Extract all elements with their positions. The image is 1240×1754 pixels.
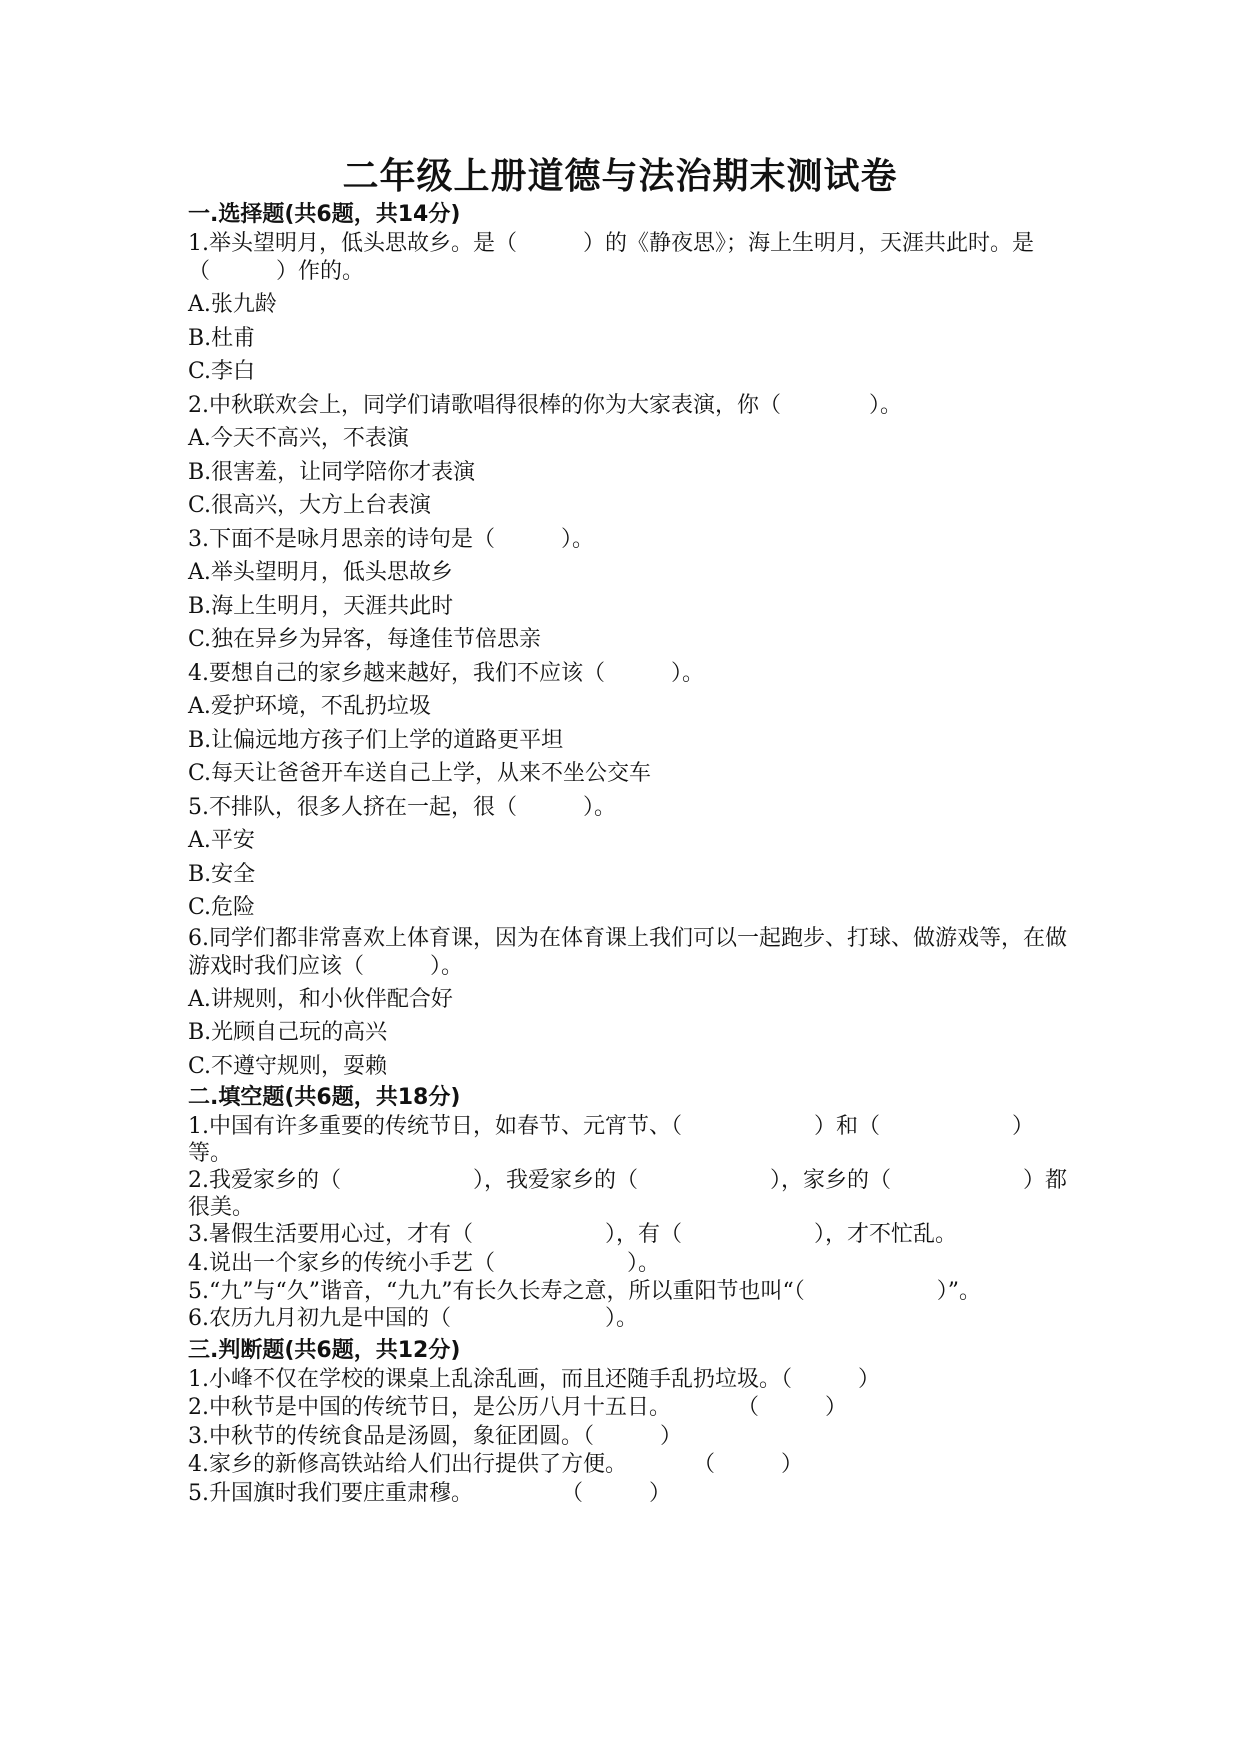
true-false-item: 1.小峰不仅在学校的课桌上乱涂乱画，而且还随手乱扔垃圾。（ ）: [188, 1366, 880, 1392]
option: C.独在异乡为异客，每逢佳节倍思亲: [188, 627, 542, 652]
option: C.不遵守规则，耍赖: [188, 1053, 388, 1079]
option: C.危险: [188, 895, 256, 920]
fill-blank-item: 3.暑假生活要用心过，才有（ ），有（ ），才不忙乱。: [188, 1222, 957, 1247]
option: A.讲规则，和小伙伴配合好: [188, 986, 453, 1012]
true-false-item: 3.中秋节的传统食品是汤圆，象征团圆。（ ）: [188, 1423, 682, 1449]
question-stem: 4.要想自己的家乡越来越好，我们不应该（ ）。: [188, 660, 704, 686]
page-title: 二年级上册道德与法治期末测试卷: [342, 155, 898, 197]
fill-blank-item: 5.“九”与“久”谐音，“九九”有长久长寿之意，所以重阳节也叫“（ ）”。: [188, 1279, 981, 1304]
option: B.安全: [188, 861, 256, 887]
fill-blank-item: 2.我爱家乡的（ ），我爱家乡的（ ），家乡的（ ）都很美。: [188, 1168, 1067, 1220]
section-heading-true-false: 三.判断题(共6题，共12分): [188, 1337, 461, 1363]
true-false-item: 5.升国旗时我们要庄重肃穆。 （ ）: [188, 1480, 671, 1506]
option: C.很高兴，大方上台表演: [188, 493, 432, 518]
exam-content: [188, 200, 1068, 1508]
section-heading-fill-blank: 二.填空题(共6题，共18分): [188, 1085, 461, 1110]
option: B.杜甫: [188, 325, 256, 351]
option: B.很害羞，让同学陪你才表演: [188, 459, 476, 485]
option: B.光顾自己玩的高兴: [188, 1020, 388, 1045]
option: B.海上生明月，天涯共此时: [188, 593, 454, 619]
question-stem: 1.举头望明月，低头思故乡。是（ ）的《静夜思》；海上生明月，天涯共此时。是（ ）作的。: [188, 231, 1034, 284]
fill-blank-item: 4.说出一个家乡的传统小手艺（ ）。: [188, 1250, 660, 1276]
section-heading-choice: 一.选择题(共6题，共14分): [188, 202, 461, 227]
question-stem: 3.下面不是咏月思亲的诗句是（ ）。: [188, 526, 594, 552]
true-false-item: 2.中秋节是中国的传统节日，是公历八月十五日。 （ ）: [188, 1395, 847, 1420]
fill-blank-item: 1.中国有许多重要的传统节日，如春节、元宵节、（ ）和（ ）等。: [188, 1114, 1034, 1166]
question-stem: 6.同学们都非常喜欢上体育课，因为在体育课上我们可以一起跑步、打球、做游戏等，在做游戏时我们应该（ ）。: [188, 925, 1067, 979]
option: A.爱护环境，不乱扔垃圾: [188, 694, 431, 719]
question-stem: 2.中秋联欢会上，同学们请歌唱得很棒的你为大家表演，你（ ）。: [188, 392, 902, 418]
option: C.每天让爸爸开车送自己上学，从来不坐公交车: [188, 761, 652, 786]
option: A.张九龄: [188, 292, 277, 317]
option: B.让偏远地方孩子们上学的道路更平坦: [188, 727, 564, 753]
fill-blank-item: 6.农历九月初九是中国的（ ）。: [188, 1306, 638, 1331]
option: A.今天不高兴，不表演: [188, 426, 409, 451]
option: A.平安: [188, 828, 255, 853]
option: A.举头望明月，低头思故乡: [188, 560, 453, 585]
option: C.李白: [188, 359, 256, 384]
true-false-item: 4.家乡的新修高铁站给人们出行提供了方便。 （ ）: [188, 1452, 803, 1477]
question-stem: 5.不排队，很多人挤在一起，很（ ）。: [188, 794, 616, 820]
